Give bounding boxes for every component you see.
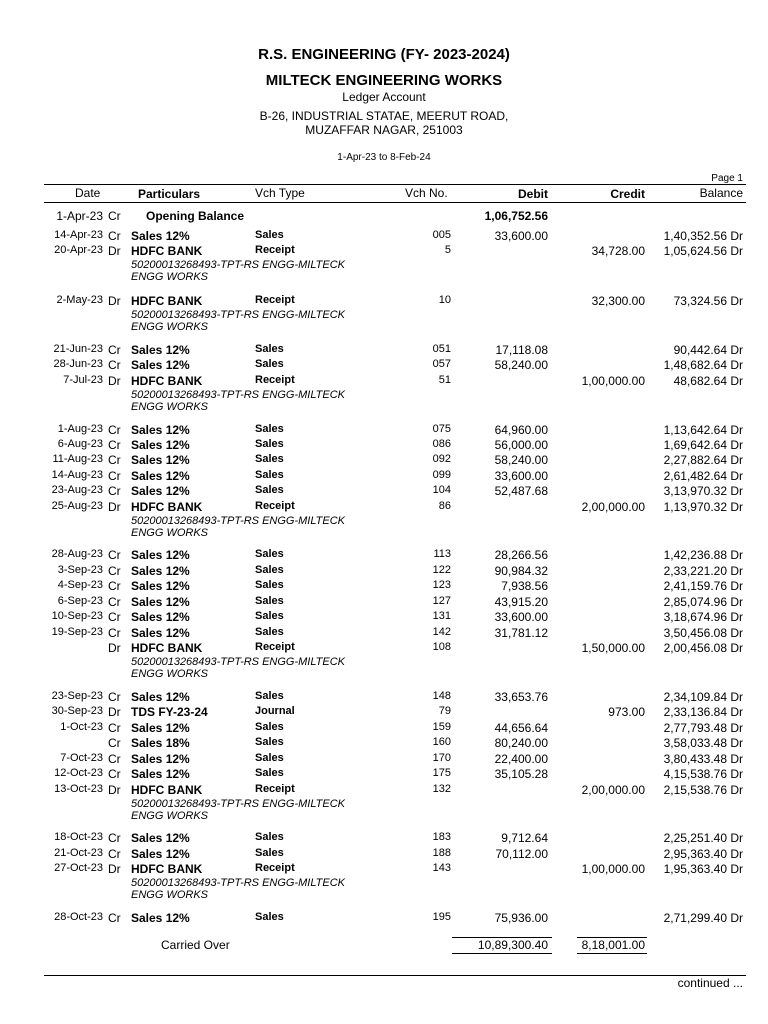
row-balance: 3,58,033.48 Dr	[663, 736, 743, 750]
row-particulars: Sales 18%	[131, 736, 190, 750]
carried-over-label: Carried Over	[161, 938, 230, 952]
row-drcr: Cr	[108, 423, 121, 437]
row-particulars: Sales 12%	[131, 229, 190, 243]
row-vch-type: Sales	[255, 736, 284, 748]
row-debit: 31,781.12	[494, 626, 548, 640]
table-row	[0, 847, 768, 862]
row-particulars: Sales 12%	[131, 423, 190, 437]
row-particulars: HDFC BANK	[131, 500, 203, 514]
row-particulars: HDFC BANK	[131, 244, 203, 258]
row-particulars: Sales 12%	[131, 752, 190, 766]
document-type: Ledger Account	[342, 90, 426, 104]
row-particulars: Sales 12%	[131, 610, 190, 624]
row-credit: 2,00,000.00	[581, 783, 645, 797]
row-date: 20-Apr-23	[54, 244, 103, 256]
row-date: 30-Sep-23	[51, 705, 103, 717]
row-particulars: Sales 12%	[131, 721, 190, 735]
header-bottom-rule	[44, 202, 746, 203]
row-date: 23-Sep-23	[51, 690, 103, 702]
row-balance: 1,05,624.56 Dr	[663, 244, 743, 258]
carried-over-debit: 10,89,300.40	[477, 938, 548, 952]
col-particulars: Particulars	[138, 187, 201, 201]
col-debit: Debit	[518, 187, 548, 201]
row-credit: 34,728.00	[591, 244, 645, 258]
row-vch-type: Sales	[255, 564, 284, 576]
row-drcr: Dr	[108, 244, 121, 258]
row-particulars: Sales 12%	[131, 626, 190, 640]
table-row	[0, 721, 768, 736]
row-debit: 75,936.00	[494, 911, 548, 925]
row-particulars: Sales 12%	[131, 484, 190, 498]
page-number: Page 1	[711, 173, 743, 184]
period: 1-Apr-23 to 8-Feb-24	[337, 152, 431, 163]
row-debit: 7,938.56	[501, 579, 548, 593]
table-row	[0, 579, 768, 594]
row-vch-type: Sales	[255, 721, 284, 733]
table-row	[0, 783, 768, 798]
table-row	[0, 343, 768, 358]
row-vch-no: 79	[438, 705, 451, 717]
row-balance: 1,95,363.40 Dr	[663, 862, 743, 876]
row-vch-no: 123	[432, 579, 451, 591]
row-vch-type: Receipt	[255, 783, 295, 795]
row-drcr: Dr	[108, 641, 121, 655]
table-row	[0, 294, 768, 309]
row-narration-line-2: ENGG WORKS	[131, 527, 209, 539]
row-date: 19-Sep-23	[51, 626, 103, 638]
row-vch-type: Sales	[255, 469, 284, 481]
row-credit: 1,50,000.00	[581, 641, 645, 655]
row-vch-type: Sales	[255, 484, 284, 496]
table-row	[0, 453, 768, 468]
row-vch-type: Journal	[255, 705, 295, 717]
row-date: 1-Oct-23	[60, 721, 103, 733]
footer-rule	[44, 975, 746, 976]
row-particulars: HDFC BANK	[131, 862, 203, 876]
row-date: 10-Sep-23	[51, 610, 103, 622]
row-vch-no: 132	[432, 783, 451, 795]
row-balance: 3,13,970.32 Dr	[663, 484, 743, 498]
row-debit: 28,266.56	[494, 548, 548, 562]
row-date: 1-Aug-23	[57, 423, 103, 435]
row-date: 13-Oct-23	[54, 783, 103, 795]
row-balance: 2,85,074.96 Dr	[663, 595, 743, 609]
row-balance: 3,80,433.48 Dr	[663, 752, 743, 766]
row-date: 11-Aug-23	[52, 453, 103, 465]
col-vch-type: Vch Type	[255, 186, 305, 200]
row-narration-line-1: 50200013268493-TPT-RS ENGG-MILTECK	[131, 389, 345, 401]
row-date: 7-Oct-23	[60, 752, 103, 764]
row-drcr: Cr	[108, 564, 121, 578]
row-debit: 33,600.00	[494, 610, 548, 624]
row-vch-type: Receipt	[255, 500, 295, 512]
row-drcr: Cr	[108, 438, 121, 452]
row-vch-no: 142	[432, 626, 451, 638]
row-balance: 2,34,109.84 Dr	[663, 690, 743, 704]
row-date: 25-Aug-23	[51, 500, 103, 512]
row-vch-no: 160	[432, 736, 451, 748]
row-particulars: HDFC BANK	[131, 294, 203, 308]
row-balance: 1,13,642.64 Dr	[663, 423, 743, 437]
row-balance: 1,48,682.64 Dr	[663, 358, 743, 372]
row-vch-no: 099	[432, 469, 451, 481]
row-vch-no: 148	[432, 690, 451, 702]
row-vch-no: 143	[432, 862, 451, 874]
row-drcr: Cr	[108, 579, 121, 593]
row-balance: 2,95,363.40 Dr	[663, 847, 743, 861]
row-vch-type: Receipt	[255, 641, 295, 653]
row-vch-type: Sales	[255, 847, 284, 859]
row-date: 4-Sep-23	[57, 579, 103, 591]
debit-total-underline	[452, 953, 552, 954]
row-vch-type: Sales	[255, 343, 284, 355]
row-balance: 3,18,674.96 Dr	[663, 610, 743, 624]
row-particulars: HDFC BANK	[131, 374, 203, 388]
table-row	[0, 423, 768, 438]
row-vch-type: Sales	[255, 595, 284, 607]
row-particulars: Sales 12%	[131, 343, 190, 357]
row-vch-type: Sales	[255, 610, 284, 622]
row-drcr: Cr	[108, 626, 121, 640]
row-particulars: Sales 12%	[131, 911, 190, 925]
table-row	[0, 500, 768, 515]
row-debit: 9,712.64	[501, 831, 548, 845]
row-vch-type: Receipt	[255, 862, 295, 874]
row-balance: 2,33,136.84 Dr	[663, 705, 743, 719]
row-debit: 22,400.00	[494, 752, 548, 766]
row-date: 28-Aug-23	[51, 548, 103, 560]
row-vch-no: 104	[432, 484, 451, 496]
row-drcr: Dr	[108, 705, 121, 719]
row-particulars: HDFC BANK	[131, 641, 203, 655]
row-vch-type: Receipt	[255, 374, 295, 386]
table-row	[0, 752, 768, 767]
row-date: 28-Oct-23	[54, 911, 103, 923]
table-row	[0, 469, 768, 484]
row-vch-type: Sales	[255, 911, 284, 923]
row-debit: 35,105.28	[494, 767, 548, 781]
opening-label: Opening Balance	[146, 209, 245, 223]
table-row	[0, 736, 768, 751]
row-debit: 43,915.20	[494, 595, 548, 609]
row-drcr: Cr	[108, 847, 121, 861]
table-row	[0, 626, 768, 641]
row-vch-type: Sales	[255, 626, 284, 638]
row-vch-type: Sales	[255, 767, 284, 779]
row-vch-no: 175	[432, 767, 451, 779]
row-debit: 70,112.00	[495, 847, 548, 861]
row-date: 7-Jul-23	[63, 374, 103, 386]
row-drcr: Dr	[108, 294, 121, 308]
row-drcr: Cr	[108, 469, 121, 483]
row-balance: 2,27,882.64 Dr	[663, 453, 743, 467]
row-debit: 56,000.00	[494, 438, 548, 452]
row-vch-type: Receipt	[255, 294, 295, 306]
row-particulars: Sales 12%	[131, 767, 190, 781]
row-debit: 90,984.32	[494, 564, 548, 578]
row-drcr: Cr	[108, 610, 121, 624]
table-row	[0, 548, 768, 563]
row-vch-no: 005	[432, 229, 451, 241]
row-drcr: Dr	[108, 862, 121, 876]
row-drcr: Cr	[108, 595, 121, 609]
row-drcr: Cr	[108, 343, 121, 357]
row-vch-no: 051	[432, 343, 451, 355]
row-date: 2-May-23	[56, 294, 103, 306]
row-narration-line-2: ENGG WORKS	[131, 810, 209, 822]
company-title: R.S. ENGINEERING (FY- 2023-2024)	[258, 46, 510, 63]
table-row	[0, 374, 768, 389]
row-debit: 33,653.76	[494, 690, 548, 704]
row-debit: 44,656.64	[494, 721, 548, 735]
opening-debit: 1,06,752.56	[484, 209, 548, 223]
row-balance: 73,324.56 Dr	[673, 294, 743, 308]
row-particulars: Sales 12%	[131, 453, 190, 467]
carried-over-credit: 8,18,001.00	[581, 938, 645, 952]
row-drcr: Dr	[108, 500, 121, 514]
row-debit: 52,487.68	[494, 484, 548, 498]
row-narration-line-2: ENGG WORKS	[131, 889, 209, 901]
address-line-1: B-26, INDUSTRIAL STATAE, MEERUT ROAD,	[259, 109, 509, 123]
row-debit: 58,240.00	[494, 358, 548, 372]
row-vch-type: Sales	[255, 358, 284, 370]
table-row	[0, 690, 768, 705]
col-balance: Balance	[699, 186, 743, 200]
row-vch-no: 131	[432, 610, 451, 622]
row-date: 18-Oct-23	[54, 831, 103, 843]
row-balance: 1,40,352.56 Dr	[663, 229, 743, 243]
row-drcr: Cr	[108, 721, 121, 735]
row-narration-line-2: ENGG WORKS	[131, 668, 209, 680]
row-date: 27-Oct-23	[54, 862, 103, 874]
col-credit: Credit	[610, 187, 645, 201]
row-balance: 4,15,538.76 Dr	[663, 767, 743, 781]
row-vch-type: Sales	[255, 752, 284, 764]
row-vch-no: 159	[432, 721, 451, 733]
row-drcr: Cr	[108, 911, 121, 925]
row-vch-no: 10	[438, 294, 451, 306]
row-narration-line-1: 50200013268493-TPT-RS ENGG-MILTECK	[131, 309, 345, 321]
row-vch-no: 075	[432, 423, 451, 435]
row-vch-type: Sales	[255, 831, 284, 843]
table-row	[0, 705, 768, 720]
row-narration-line-2: ENGG WORKS	[131, 401, 209, 413]
row-vch-no: 86	[438, 500, 451, 512]
row-vch-no: 183	[432, 831, 451, 843]
table-row	[0, 831, 768, 846]
table-row	[0, 641, 768, 656]
table-row	[0, 767, 768, 782]
table-row	[0, 595, 768, 610]
row-date: 23-Aug-23	[51, 484, 103, 496]
row-date: 14-Aug-23	[51, 469, 103, 481]
row-narration-line-2: ENGG WORKS	[131, 271, 209, 283]
row-vch-no: 092	[432, 453, 451, 465]
row-particulars: Sales 12%	[131, 548, 190, 562]
row-balance: 1,42,236.88 Dr	[663, 548, 743, 562]
row-drcr: Dr	[108, 783, 121, 797]
row-particulars: Sales 12%	[131, 690, 190, 704]
row-drcr: Cr	[108, 831, 121, 845]
table-row	[0, 862, 768, 877]
address-line-2: MUZAFFAR NAGAR, 251003	[305, 123, 463, 137]
credit-total-underline	[577, 953, 647, 954]
row-balance: 2,15,538.76 Dr	[663, 783, 743, 797]
row-particulars: Sales 12%	[131, 579, 190, 593]
row-vch-type: Sales	[255, 229, 284, 241]
row-debit: 80,240.00	[494, 736, 548, 750]
row-vch-no: 195	[432, 911, 451, 923]
table-row	[0, 438, 768, 453]
row-vch-no: 188	[432, 847, 451, 859]
row-balance: 2,41,159.76 Dr	[663, 579, 743, 593]
row-drcr: Cr	[108, 358, 121, 372]
row-particulars: Sales 12%	[131, 847, 190, 861]
table-row	[0, 229, 768, 244]
row-date: 21-Jun-23	[53, 343, 103, 355]
row-vch-type: Receipt	[255, 244, 295, 256]
row-balance: 2,77,793.48 Dr	[663, 721, 743, 735]
row-vch-no: 086	[432, 438, 451, 450]
row-debit: 64,960.00	[494, 423, 548, 437]
row-balance: 2,25,251.40 Dr	[663, 831, 743, 845]
row-drcr: Cr	[108, 484, 121, 498]
header-top-rule	[44, 184, 746, 185]
row-credit: 32,300.00	[591, 294, 645, 308]
table-row	[0, 610, 768, 625]
row-drcr: Cr	[108, 229, 121, 243]
row-drcr: Cr	[108, 548, 121, 562]
row-date: 6-Sep-23	[57, 595, 103, 607]
row-balance: 90,442.64 Dr	[673, 343, 743, 357]
row-vch-no: 5	[444, 244, 451, 256]
row-vch-no: 113	[433, 548, 451, 560]
row-vch-no: 122	[432, 564, 451, 576]
row-drcr: Cr	[108, 767, 121, 781]
row-vch-type: Sales	[255, 438, 284, 450]
table-row	[0, 358, 768, 373]
col-date: Date	[75, 186, 101, 200]
row-date: 28-Jun-23	[53, 358, 103, 370]
row-balance: 2,00,456.08 Dr	[663, 641, 743, 655]
row-debit: 33,600.00	[494, 469, 548, 483]
row-date: 12-Oct-23	[54, 767, 103, 779]
row-particulars: HDFC BANK	[131, 783, 203, 797]
party-name: MILTECK ENGINEERING WORKS	[265, 72, 503, 89]
row-balance: 2,71,299.40 Dr	[663, 911, 743, 925]
row-credit: 973.00	[608, 705, 645, 719]
row-balance: 3,50,456.08 Dr	[663, 626, 743, 640]
row-narration-line-1: 50200013268493-TPT-RS ENGG-MILTECK	[131, 798, 345, 810]
opening-date: 1-Apr-23	[56, 209, 103, 223]
row-date: 21-Oct-23	[54, 847, 103, 859]
row-credit: 1,00,000.00	[581, 374, 645, 388]
row-particulars: Sales 12%	[131, 358, 190, 372]
row-debit: 58,240.00	[494, 453, 548, 467]
row-narration-line-1: 50200013268493-TPT-RS ENGG-MILTECK	[131, 656, 345, 668]
row-date: 6-Aug-23	[57, 438, 103, 450]
row-date: 3-Sep-23	[57, 564, 103, 576]
row-date: 14-Apr-23	[54, 229, 103, 241]
row-particulars: TDS FY-23-24	[131, 705, 208, 719]
row-drcr: Cr	[108, 453, 121, 467]
row-balance: 48,682.64 Dr	[673, 374, 743, 388]
table-row	[0, 484, 768, 499]
row-narration-line-1: 50200013268493-TPT-RS ENGG-MILTECK	[131, 259, 345, 271]
row-drcr: Cr	[108, 736, 121, 750]
row-particulars: Sales 12%	[131, 595, 190, 609]
row-drcr: Cr	[108, 752, 121, 766]
row-narration-line-1: 50200013268493-TPT-RS ENGG-MILTECK	[131, 877, 345, 889]
row-particulars: Sales 12%	[131, 564, 190, 578]
row-particulars: Sales 12%	[131, 469, 190, 483]
row-vch-type: Sales	[255, 579, 284, 591]
row-vch-no: 108	[432, 641, 451, 653]
row-credit: 2,00,000.00	[581, 500, 645, 514]
row-narration-line-2: ENGG WORKS	[131, 321, 209, 333]
continued-note: continued ...	[677, 976, 743, 990]
row-vch-type: Sales	[255, 423, 284, 435]
row-vch-type: Sales	[255, 548, 284, 560]
table-row	[0, 911, 768, 926]
row-debit: 17,118.08	[495, 343, 548, 357]
row-vch-type: Sales	[255, 453, 284, 465]
row-balance: 2,33,221.20 Dr	[663, 564, 743, 578]
row-particulars: Sales 12%	[131, 438, 190, 452]
row-vch-type: Sales	[255, 690, 284, 702]
row-vch-no: 51	[438, 374, 451, 386]
row-vch-no: 057	[432, 358, 451, 370]
row-narration-line-1: 50200013268493-TPT-RS ENGG-MILTECK	[131, 515, 345, 527]
row-balance: 2,61,482.64 Dr	[663, 469, 743, 483]
col-vch-no: Vch No.	[405, 186, 448, 200]
opening-balance-row	[0, 209, 768, 224]
row-particulars: Sales 12%	[131, 831, 190, 845]
row-vch-no: 127	[432, 595, 451, 607]
table-row	[0, 564, 768, 579]
row-balance: 1,13,970.32 Dr	[663, 500, 743, 514]
row-balance: 1,69,642.64 Dr	[663, 438, 743, 452]
row-debit: 33,600.00	[494, 229, 548, 243]
row-credit: 1,00,000.00	[581, 862, 645, 876]
row-drcr: Dr	[108, 374, 121, 388]
opening-drcr: Cr	[108, 209, 121, 223]
row-vch-no: 170	[432, 752, 451, 764]
table-row	[0, 244, 768, 259]
row-drcr: Cr	[108, 690, 121, 704]
